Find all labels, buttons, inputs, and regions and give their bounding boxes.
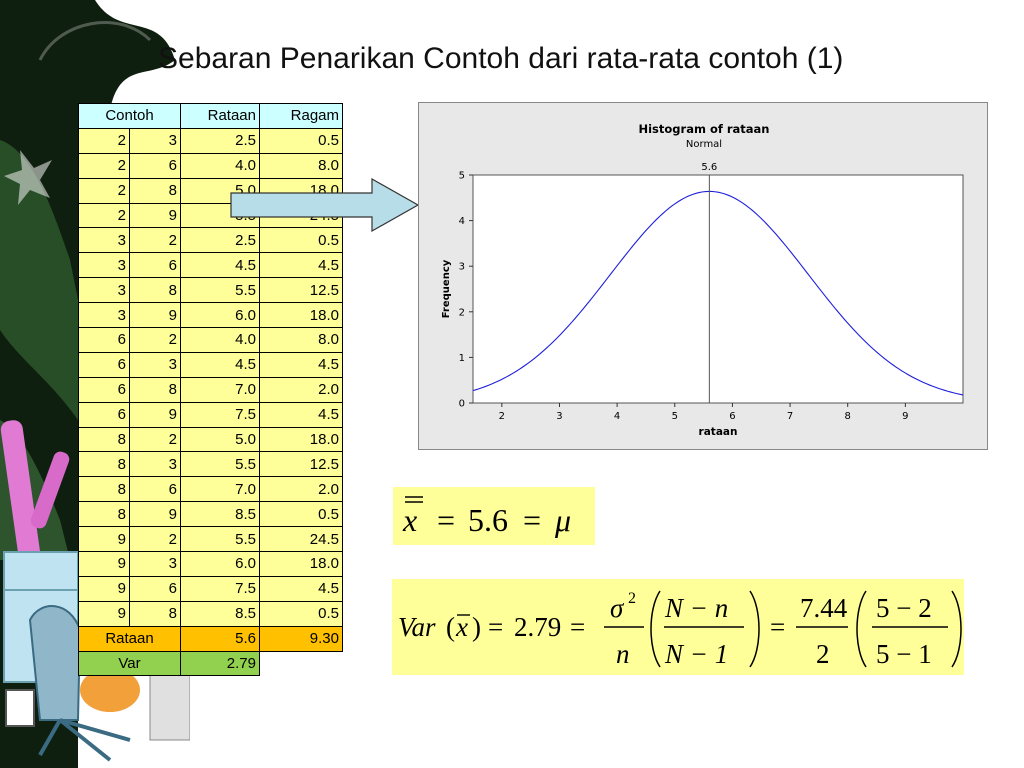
sample-value-2: 3 xyxy=(130,552,181,577)
sample-value-2: 8 xyxy=(130,178,181,203)
summary-label: Rataan xyxy=(79,626,181,651)
sample-value-2: 2 xyxy=(130,527,181,552)
table-row xyxy=(79,601,343,626)
variance-cell: 0.5 xyxy=(260,128,343,153)
mean-cell: 6.0 xyxy=(181,552,260,577)
y-tick-label: 0 xyxy=(458,398,465,410)
mean-cell: 5.0 xyxy=(181,178,260,203)
sample-value-2: 8 xyxy=(130,278,181,303)
table-row xyxy=(79,328,343,353)
sample-value-1: 6 xyxy=(79,328,130,353)
x-tick-label: 5 xyxy=(671,411,678,422)
mean-cell: 4.0 xyxy=(181,328,260,353)
y-tick-label: 2 xyxy=(458,307,465,319)
table-row xyxy=(79,427,343,452)
numerator-744: 7.44 xyxy=(800,593,848,623)
variance-formula xyxy=(392,579,964,675)
mean-cell: 8.5 xyxy=(181,502,260,527)
table-row xyxy=(79,402,343,427)
header-rataan: Rataan xyxy=(181,104,260,129)
variance-value: 2.79 xyxy=(181,651,260,676)
chart-title: Histogram of rataan xyxy=(638,122,770,136)
y-tick-label: 1 xyxy=(458,352,465,364)
variance-cell: 12.5 xyxy=(260,452,343,477)
sample-value-1: 8 xyxy=(79,452,130,477)
variance-cell: 18.0 xyxy=(260,427,343,452)
sample-value-1: 2 xyxy=(79,203,130,228)
x-tick-label: 6 xyxy=(729,411,736,422)
sample-value-2: 2 xyxy=(130,328,181,353)
denominator-n-minus-1: N − 1 xyxy=(665,639,729,669)
sample-value-1: 8 xyxy=(79,502,130,527)
sample-value-2: 9 xyxy=(130,303,181,328)
x-tick-label: 2 xyxy=(498,411,506,422)
sample-value-1: 3 xyxy=(79,303,130,328)
sample-value-2: 6 xyxy=(130,153,181,178)
variance-cell: 0.5 xyxy=(260,601,343,626)
sample-value-1: 9 xyxy=(79,576,130,601)
variance-cell: 2.0 xyxy=(260,377,343,402)
header-contoh: Contoh xyxy=(79,104,181,129)
sample-value-2: 2 xyxy=(130,427,181,452)
table-row xyxy=(79,352,343,377)
y-axis-label: Frequency xyxy=(441,259,452,319)
mean-cell: 6.0 xyxy=(181,303,260,328)
chart-subtitle: Normal xyxy=(685,139,723,150)
table-row xyxy=(79,502,343,527)
sigma-exponent: 2 xyxy=(628,590,636,607)
x-tick-label: 9 xyxy=(902,411,909,422)
mean-cell: 7.0 xyxy=(181,377,260,402)
y-tick-label: 5 xyxy=(458,170,465,182)
sample-value-1: 6 xyxy=(79,402,130,427)
sample-value-1: 9 xyxy=(79,552,130,577)
denominator-2: 2 xyxy=(816,639,830,669)
numerator-n-minus-n: N − n xyxy=(665,593,729,623)
sample-value-1: 2 xyxy=(79,128,130,153)
table-row xyxy=(79,253,343,278)
mean-cell: 4.0 xyxy=(181,153,260,178)
sample-value-1: 8 xyxy=(79,427,130,452)
close-paren: ) xyxy=(472,612,481,642)
variance-cell: 24.5 xyxy=(260,527,343,552)
mu-symbol: μ xyxy=(555,502,572,538)
sample-value-1: 6 xyxy=(79,352,130,377)
table-row xyxy=(79,477,343,502)
table-row xyxy=(79,576,343,601)
mean-value: 5.6 xyxy=(468,502,508,538)
var-function: Var xyxy=(398,612,436,642)
equals-sign: = xyxy=(570,612,586,642)
right-arrow-icon xyxy=(230,178,420,233)
sample-value-2: 3 xyxy=(130,452,181,477)
variance-cell: 18.0 xyxy=(260,552,343,577)
header-ragam: Ragam xyxy=(260,104,343,129)
histogram-chart xyxy=(418,102,988,450)
mean-cell: 5.5 xyxy=(181,452,260,477)
table-row xyxy=(79,153,343,178)
numerator-5-minus-2: 5 − 2 xyxy=(876,593,932,623)
sample-value-1: 3 xyxy=(79,253,130,278)
table-row xyxy=(79,552,343,577)
sample-value-2: 9 xyxy=(130,402,181,427)
variance-cell: 18.0 xyxy=(260,178,343,203)
mean-cell: 7.5 xyxy=(181,576,260,601)
equals-sign: = xyxy=(437,502,456,538)
mean-formula xyxy=(393,487,595,545)
variance-cell: 2.0 xyxy=(260,477,343,502)
variance-cell: 0.5 xyxy=(260,502,343,527)
sample-value-2: 8 xyxy=(130,377,181,402)
x-bar-bar-symbol: x xyxy=(403,502,418,538)
sample-value-2: 8 xyxy=(130,601,181,626)
reference-line-label: 5.6 xyxy=(701,162,718,173)
variance-label: Var xyxy=(79,651,181,676)
variance-cell: 8.0 xyxy=(260,328,343,353)
mean-cell: 4.5 xyxy=(181,352,260,377)
sample-value-1: 3 xyxy=(79,278,130,303)
mean-cell: 2.5 xyxy=(181,228,260,253)
variance-row xyxy=(79,651,343,676)
summary-mean: 5.6 xyxy=(181,626,260,651)
x-axis-label: rataan xyxy=(698,426,738,438)
table-row xyxy=(79,278,343,303)
summary-var: 9.30 xyxy=(260,626,343,651)
y-tick-label: 3 xyxy=(458,261,465,273)
var-value: 2.79 xyxy=(514,612,562,642)
table-row xyxy=(79,377,343,402)
open-paren: ( xyxy=(446,612,455,642)
variance-cell: 8.0 xyxy=(260,153,343,178)
sample-value-2: 9 xyxy=(130,502,181,527)
sample-value-2: 3 xyxy=(130,352,181,377)
sample-value-2: 3 xyxy=(130,128,181,153)
mean-cell: 5.0 xyxy=(181,427,260,452)
equals-sign: = xyxy=(523,502,542,538)
mean-cell: 2.5 xyxy=(181,128,260,153)
sigma-symbol: σ xyxy=(610,593,624,623)
variance-cell: 4.5 xyxy=(260,253,343,278)
sample-value-2: 9 xyxy=(130,203,181,228)
mean-cell: 5.5 xyxy=(181,278,260,303)
variance-cell: 0.5 xyxy=(260,228,343,253)
mean-cell: 7.5 xyxy=(181,402,260,427)
sample-value-1: 6 xyxy=(79,377,130,402)
x-tick-label: 4 xyxy=(613,411,621,422)
table-row xyxy=(79,527,343,552)
sample-value-2: 6 xyxy=(130,253,181,278)
sample-value-1: 9 xyxy=(79,527,130,552)
x-tick-label: 8 xyxy=(844,411,851,422)
sample-value-1: 2 xyxy=(79,178,130,203)
mean-cell: 4.5 xyxy=(181,253,260,278)
slide-title: Sebaran Penarikan Contoh dari rata-rata contoh (1) xyxy=(158,42,844,75)
table-row xyxy=(79,303,343,328)
plot-area xyxy=(473,175,963,403)
mean-cell: 8.5 xyxy=(181,601,260,626)
table-row xyxy=(79,452,343,477)
variance-cell: 4.5 xyxy=(260,352,343,377)
x-tick-label: 3 xyxy=(556,411,563,422)
x-bar-symbol: x xyxy=(456,612,468,642)
equals-sign: = xyxy=(770,612,786,642)
variance-cell: 4.5 xyxy=(260,576,343,601)
mean-cell: 7.0 xyxy=(181,477,260,502)
empty-cell xyxy=(260,651,343,676)
equals-sign: = xyxy=(488,612,504,642)
variance-cell: 18.0 xyxy=(260,303,343,328)
variance-cell: 12.5 xyxy=(260,278,343,303)
sample-value-1: 9 xyxy=(79,601,130,626)
sample-value-1: 3 xyxy=(79,228,130,253)
sample-value-2: 6 xyxy=(130,477,181,502)
denominator-5-minus-1: 5 − 1 xyxy=(876,639,932,669)
chart-svg xyxy=(419,103,989,451)
sample-value-1: 2 xyxy=(79,153,130,178)
n-symbol: n xyxy=(616,639,630,669)
sample-value-2: 6 xyxy=(130,576,181,601)
variance-cell: 4.5 xyxy=(260,402,343,427)
y-tick-label: 4 xyxy=(458,216,465,228)
mean-cell: 5.5 xyxy=(181,527,260,552)
x-tick-label: 7 xyxy=(786,411,794,422)
table-header-row xyxy=(79,104,343,129)
summary-row xyxy=(79,626,343,651)
sample-value-2: 2 xyxy=(130,228,181,253)
sample-value-1: 8 xyxy=(79,477,130,502)
table-row xyxy=(79,128,343,153)
